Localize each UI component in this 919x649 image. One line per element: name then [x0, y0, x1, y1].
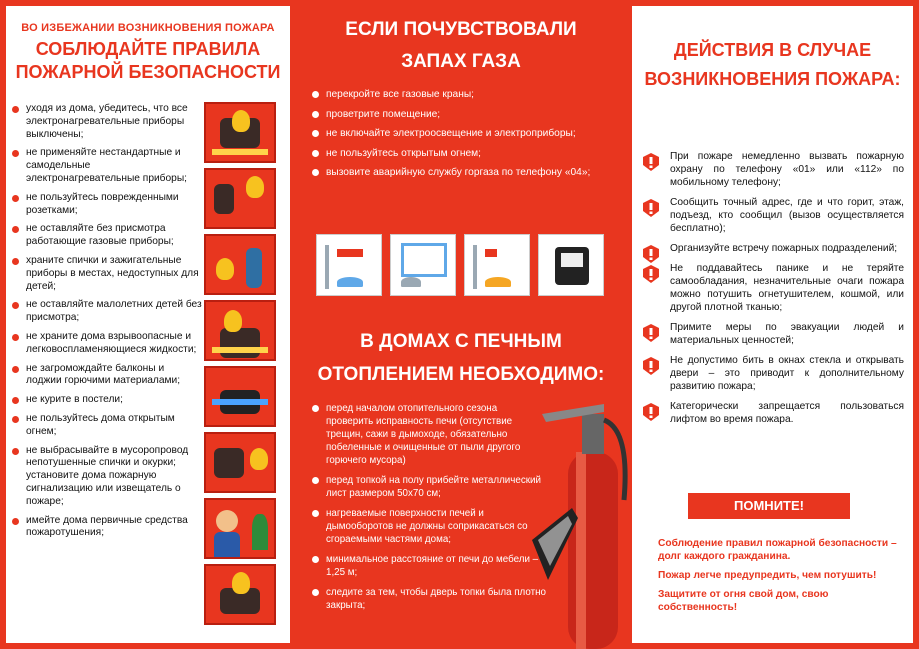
list-item: не пользуйтесь открытым огнем; — [310, 147, 600, 161]
bullet-icon — [12, 416, 19, 423]
warning-icon — [642, 198, 660, 218]
warning-icon — [642, 402, 660, 422]
list-item: Примите меры по эвакуации людей и материальных ценностей; — [640, 321, 904, 347]
list-item: уходя из дома, убедитесь, что все электронагревательные приборы выключены; — [10, 103, 202, 141]
list-item: минимальное расстояние от печи до мебели – 1,25 м; — [310, 553, 546, 579]
bullet-icon — [12, 448, 19, 455]
list-item: не оставляйте без присмотра работающие газовые приборы; — [10, 223, 202, 249]
bullet-icon — [312, 150, 319, 157]
list-item: нагреваемые поверхности печей и дымооборотов не должны соприкасаться со сгораемыми частями дома; — [310, 507, 546, 546]
broken-plug-illustration — [204, 168, 276, 229]
right-title-line2: ВОЗНИКНОВЕНИЯ ПОЖАРА: — [644, 69, 901, 89]
fire-actions-list — [640, 150, 904, 433]
warning-icon — [642, 152, 660, 172]
list-item: следите за тем, чтобы дверь топки была плотно закрыта; — [310, 586, 546, 612]
child-matches-illustration — [204, 498, 276, 559]
stove-title-line2: ОТОПЛЕНИЕМ НЕОБХОДИМО: — [317, 364, 605, 385]
bullet-icon — [312, 556, 319, 563]
warning-icon — [642, 244, 660, 264]
bullet-icon — [12, 518, 19, 525]
gas-cylinder-illustration — [204, 234, 276, 295]
electric-sparks-illustration — [204, 432, 276, 493]
list-item: проветрите помещение; — [310, 108, 600, 122]
middle-column — [296, 0, 626, 649]
stove-section-title — [296, 325, 626, 391]
gas-pictograms — [308, 234, 608, 300]
bullet-icon — [12, 366, 19, 373]
list-item: Не допустимо бить в окнах стекла и открывать двери – это приводит к дополнительному развитию пожара; — [640, 354, 904, 393]
list-item: Организуйте встречу пожарных подразделений; — [640, 242, 904, 255]
ventilate-window-icon — [390, 234, 456, 296]
warning-icon — [642, 264, 660, 284]
phone-call-icon — [538, 234, 604, 296]
list-item: не пользуйтесь дома открытым огнем; — [10, 413, 202, 439]
bullet-icon — [12, 226, 19, 233]
gas-section-title — [296, 14, 626, 78]
list-item: перед началом отопительного сезона проверить исправность печи (отсутствие трещин, сажи в дымоходе, обязательно побеленные и очищенные от пыли другого горючего мусора) — [310, 402, 546, 467]
bullet-icon — [312, 405, 319, 412]
gas-actions-list — [310, 88, 600, 186]
list-item: перекройте все газовые краны; — [310, 88, 600, 102]
list-item: вызовите аварийную службу горгаза по телефону «04»; — [310, 166, 600, 180]
list-item: не храните дома взрывоопасные и легковоспламеняющиеся жидкости; — [10, 331, 202, 357]
list-item: не пользуйтесь поврежденными розетками; — [10, 192, 202, 218]
left-subtitle: ВО ИЗБЕЖАНИИ ВОЗНИКНОВЕНИЯ ПОЖАРА — [21, 22, 275, 34]
bullet-icon — [12, 106, 19, 113]
stove-fire-illustration — [204, 300, 276, 361]
footer-notes — [658, 537, 898, 620]
bullet-icon — [12, 302, 19, 309]
footer-note: Соблюдение правил пожарной безопасности – долг каждого гражданина. — [658, 538, 897, 562]
list-item: Сообщить точный адрес, где и что горит, этаж, подъезд, кто сообщил (вызов осуществляется бесплатно); — [640, 196, 904, 235]
illustrations-column — [204, 102, 278, 630]
bullet-icon — [12, 195, 19, 202]
stove-rules-list — [310, 402, 546, 619]
bullet-icon — [312, 130, 319, 137]
left-title-line2: ПОЖАРНОЙ БЕЗОПАСНОСТИ — [15, 62, 281, 82]
gas-burner-illustration — [204, 366, 276, 427]
no-light-switch-icon — [464, 234, 530, 296]
right-title — [632, 36, 913, 94]
bullet-icon — [12, 150, 19, 157]
fire-safety-rules-list — [10, 103, 202, 546]
right-panel — [632, 6, 913, 643]
bullet-icon — [312, 111, 319, 118]
bullet-icon — [12, 397, 19, 404]
footer-note: Пожар легче предупредить, чем потушить! — [658, 570, 877, 581]
bullet-icon — [312, 510, 319, 517]
list-item: перед топкой на полу прибейте металлический лист размером 50х70 см; — [310, 474, 546, 500]
list-item: Не поддавайтесь панике и не теряйте самообладания, незначительные очаги пожара можно потушить огнетушителем, кошмой, или другой плотной тканью; — [640, 262, 904, 314]
left-title-line1: СОБЛЮДАЙТЕ ПРАВИЛА — [35, 39, 261, 59]
left-title — [6, 38, 290, 84]
bullet-icon — [312, 589, 319, 596]
gas-title-line2: ЗАПАХ ГАЗА — [401, 51, 521, 72]
list-item: При пожаре немедленно вызвать пожарную охрану по телефону «01» или «112» по мобильному телефону; — [640, 150, 904, 189]
right-title-line1: ДЕЙСТВИЯ В СЛУЧАЕ — [673, 40, 872, 60]
bullet-icon — [12, 334, 19, 341]
list-item: не включайте электроосвещение и электроприборы; — [310, 127, 600, 141]
remember-banner: ПОМНИТЕ! — [688, 493, 850, 519]
list-item: не применяйте нестандартные и самодельные электронагревательные приборы; — [10, 147, 202, 185]
bullet-icon — [312, 91, 319, 98]
warning-icon — [642, 356, 660, 376]
footer-note: Защитите от огня свой дом, свою собственность! — [658, 589, 829, 613]
bullet-icon — [312, 477, 319, 484]
fire-extinguisher-icon — [532, 390, 632, 649]
bullet-icon — [12, 258, 19, 265]
list-item: не загромождайте балконы и лоджии горючими материалами; — [10, 363, 202, 389]
list-item: не оставляйте малолетних детей без присмотра; — [10, 299, 202, 325]
left-panel — [6, 6, 290, 643]
bullet-icon — [312, 169, 319, 176]
list-item: храните спички и зажигательные приборы в местах, недоступных для детей; — [10, 255, 202, 293]
list-item: имейте дома первичные средства пожаротушения; — [10, 515, 202, 541]
stove-title-line1: В ДОМАХ С ПЕЧНЫМ — [360, 331, 562, 352]
list-item: не выбрасывайте в мусоропровод непотушенные спички и окурки; установите дома пожарную сигнализацию или извещатель о пожаре; — [10, 445, 202, 509]
warning-icon — [642, 323, 660, 343]
list-item: Категорически запрещается пользоваться лифтом во время пожара. — [640, 400, 904, 426]
list-item: не курите в постели; — [10, 394, 202, 407]
heater-fire-illustration — [204, 102, 276, 163]
trash-fire-illustration — [204, 564, 276, 625]
gas-title-line1: ЕСЛИ ПОЧУВСТВОВАЛИ — [345, 19, 577, 40]
close-gas-valve-icon — [316, 234, 382, 296]
